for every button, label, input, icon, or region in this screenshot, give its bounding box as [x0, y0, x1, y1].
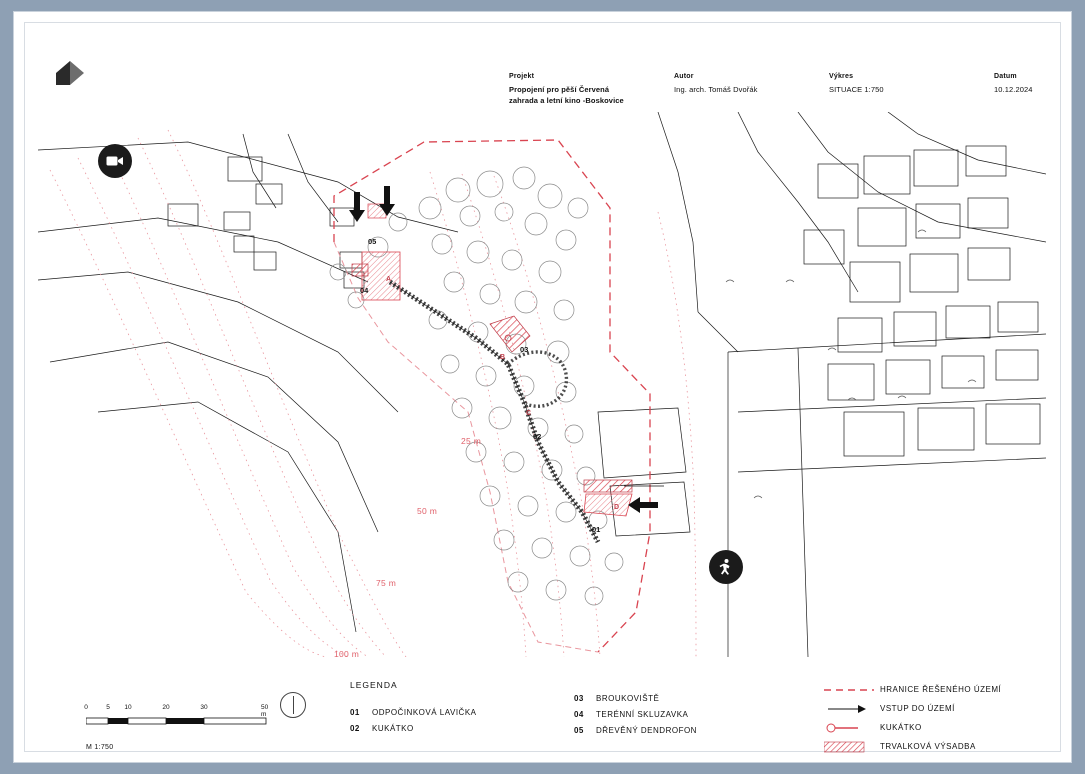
- header-project-title: Projekt: [509, 73, 535, 80]
- header-author-name: Ing. arch. Tomáš Dvořák: [674, 85, 758, 95]
- header-project: [509, 72, 659, 107]
- legend-symbol-entry-label: VSTUP DO ÚZEMÍ: [880, 704, 955, 713]
- contour-label-50: 50 m: [417, 506, 438, 516]
- scale-tick-5: 50 m: [261, 704, 269, 718]
- camera-icon: [106, 154, 124, 168]
- arrow-icon: [824, 704, 880, 714]
- legend-symbol-kukatko: [824, 718, 1054, 737]
- map-letter-c: C: [526, 410, 532, 417]
- legend-symbol-planting-label: TRVALKOVÁ VÝSADBA: [880, 742, 976, 751]
- scale-tick-0: 0: [84, 704, 88, 711]
- legend-item-04: [574, 706, 804, 722]
- header-date-value: 10.12.2024: [994, 85, 1033, 95]
- header-drawing-title: Výkres: [829, 73, 854, 80]
- scale-tick-1: 5: [106, 704, 110, 711]
- scale-tick-labels: [84, 704, 276, 718]
- header-author-title: Autor: [674, 73, 694, 80]
- person-playing-icon: [717, 558, 735, 576]
- legend-item-02-number: 02: [350, 723, 360, 733]
- contour-label-75: 75 m: [376, 578, 397, 588]
- contour-label-25: 25 m: [461, 436, 482, 446]
- hatch-swatch-icon: [824, 741, 880, 753]
- legend-symbol-boundary-label: HRANICE ŘEŠENÉHO ÚZEMÍ: [880, 685, 1002, 694]
- map-marker-05: 05: [368, 237, 377, 246]
- legend-item-01-number: 01: [350, 707, 360, 717]
- legend-item-05-number: 05: [574, 725, 584, 735]
- header-author: [674, 72, 814, 96]
- legend-item-03: [574, 690, 804, 706]
- contour-label-100: 100 m: [334, 649, 360, 659]
- legend-symbol-kukatko-label: KUKÁTKO: [880, 723, 922, 732]
- map-marker-04: 04: [360, 286, 369, 295]
- legend-symbol-boundary: [824, 680, 1054, 699]
- site-plan-map: [38, 112, 1046, 657]
- scale-bar: [86, 704, 276, 751]
- legend-item-05-label: DŘEVĚNÝ DENDROFON: [596, 725, 697, 735]
- drawing-sheet: [14, 12, 1071, 762]
- legend-symbol-entry: [824, 699, 1054, 718]
- header-drawing-value: SITUACE 1:750: [829, 85, 884, 95]
- scale-note: M 1:750: [86, 744, 114, 751]
- map-letter-d: D: [614, 504, 620, 511]
- legend-column-middle: [574, 690, 804, 738]
- north-arrow-icon: [280, 692, 306, 718]
- studio-logo-icon: [54, 57, 88, 87]
- camera-badge[interactable]: [98, 144, 132, 178]
- header-date: [994, 72, 1074, 96]
- legend-symbol-planting: [824, 737, 1054, 756]
- legend-column-left: [350, 704, 560, 736]
- map-drawing: [38, 112, 1046, 657]
- legend-item-01: [350, 704, 560, 720]
- scale-bar-graphic: [86, 717, 276, 727]
- header-project-line1: Propojení pro pěší Červená: [509, 85, 610, 95]
- play-badge[interactable]: [709, 550, 743, 584]
- scale-tick-4: 30: [200, 704, 208, 711]
- map-marker-03: 03: [520, 345, 529, 354]
- legend-item-02-label: KUKÁTKO: [372, 723, 414, 733]
- legend-column-symbols: [824, 680, 1054, 756]
- scale-tick-2: 10: [124, 704, 132, 711]
- map-letter-a: A: [386, 276, 392, 283]
- legend-item-04-label: TERÉNNÍ SKLUZAVKA: [596, 709, 689, 719]
- map-marker-01: 01: [592, 525, 601, 534]
- header-project-line2: zahrada a letní kino -Boskovice: [509, 96, 624, 106]
- scale-tick-3: 20: [162, 704, 170, 711]
- legend-item-03-label: BROUKOVIŠTĚ: [596, 693, 660, 703]
- legend-item-05: [574, 722, 804, 738]
- header-drawing: [829, 72, 969, 96]
- dashed-red-line-icon: [824, 686, 880, 694]
- legend-item-02: [350, 720, 560, 736]
- legend-item-04-number: 04: [574, 709, 584, 719]
- legend-title: LEGENDA: [350, 680, 398, 690]
- legend-item-03-number: 03: [574, 693, 584, 703]
- header-date-title: Datum: [994, 73, 1017, 80]
- kukatko-icon: [824, 723, 880, 733]
- map-marker-02: 02: [533, 432, 542, 441]
- map-letter-b: B: [500, 354, 506, 361]
- legend-item-01-label: ODPOČINKOVÁ LAVIČKA: [372, 707, 477, 717]
